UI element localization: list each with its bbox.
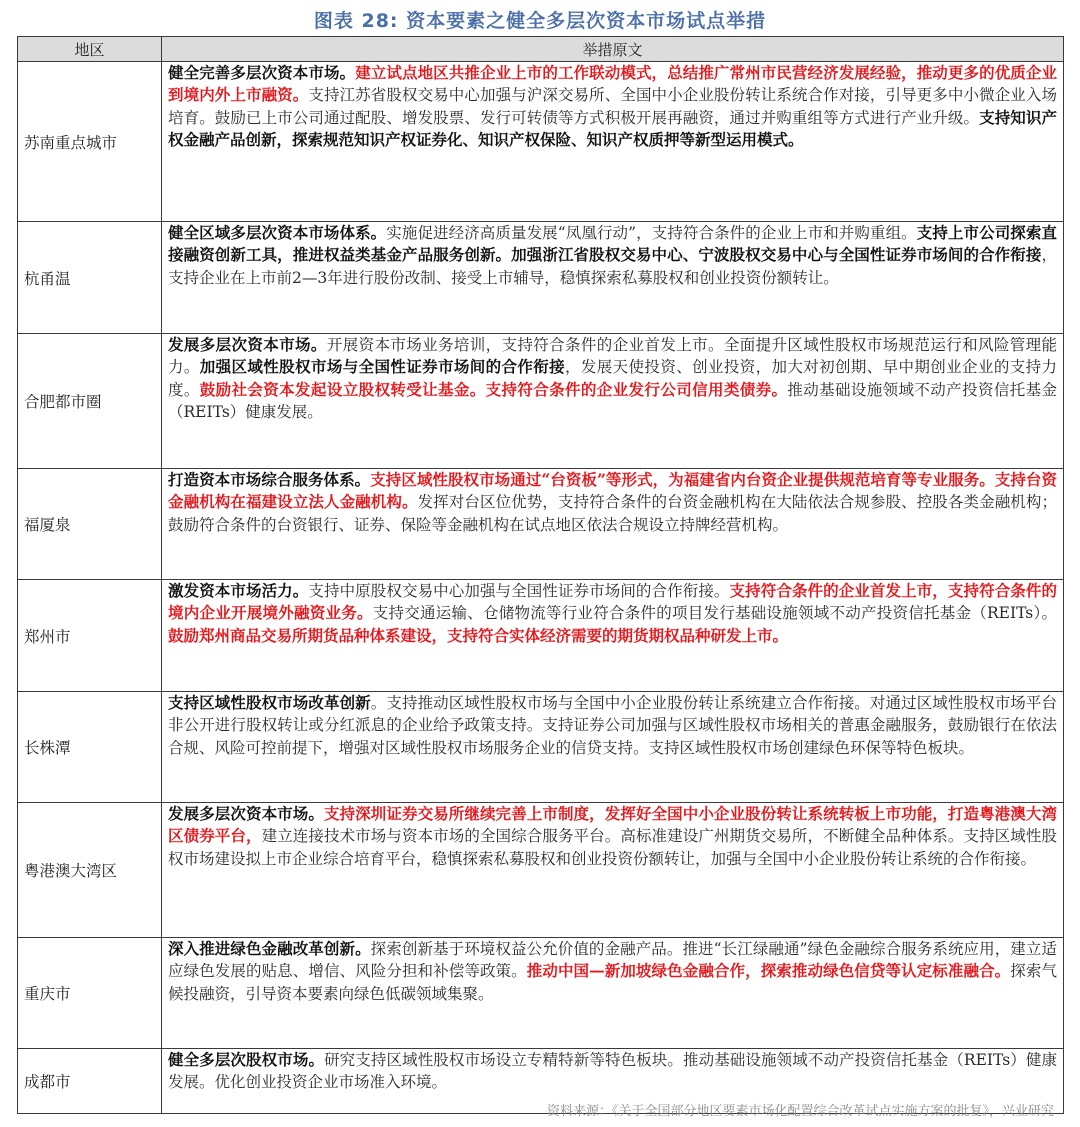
region-cell: 苏南重点城市 bbox=[18, 62, 162, 222]
bold-text: 打造资本市场综合服务体系。 bbox=[168, 470, 371, 489]
header-measures: 举措原文 bbox=[162, 37, 1064, 62]
header-region: 地区 bbox=[18, 37, 162, 62]
body-text: 支持中原股权交易中心加强与全国性证券市场间的合作衔接。 bbox=[308, 582, 730, 600]
bold-text: 健全完善多层次资本市场。 bbox=[168, 63, 356, 82]
measures-cell bbox=[162, 469, 1064, 580]
highlight-text: 建立试点地区共推企业上市的工作联动模式，总结推广常州市民营经济发展经验，推动更多的优质企业到境内外上市融资。 bbox=[168, 63, 1057, 105]
measures-cell bbox=[162, 334, 1064, 469]
region-cell: 福厦泉 bbox=[18, 469, 162, 580]
table-row bbox=[18, 692, 1064, 803]
measures-cell bbox=[162, 62, 1064, 222]
highlight-text: 鼓励郑州商品交易所期货品种体系建设，支持符合实体经济需要的期货期权品种研发上市。 bbox=[168, 625, 789, 645]
body-text: 支持江苏省股权交易中心加强与沪深交易所、全国中小企业股份转让系统合作对接，引导更多中小微企业入场培育。鼓励已上市公司通过配股、增发股票、发行可转债等方式积极开展再融资，通过并购重组等方式进行产业升级。 bbox=[168, 86, 1057, 127]
table-row bbox=[18, 222, 1064, 334]
bold-text: 激发资本市场活力。 bbox=[168, 581, 309, 600]
measures-cell bbox=[162, 938, 1064, 1049]
chart-title: 图表 28: 资本要素之健全多层次资本市场试点举措 bbox=[313, 10, 767, 32]
measures-cell bbox=[162, 692, 1064, 803]
table-row bbox=[18, 803, 1064, 938]
body-text: 推动基础设施领域不动产投资信托基金（REITs）健康发展。 bbox=[168, 380, 1057, 422]
body-text: 探索创新基于环境权益公允价值的金融产品。推进“长江绿融通”绿色金融综合服务系统应用，建立适应绿色发展的贴息、增信、风险分担和补偿等政策。 bbox=[168, 940, 1057, 981]
bold-text: 发展多层次资本市场。 bbox=[168, 335, 327, 354]
measures-cell bbox=[162, 580, 1064, 692]
region-cell: 合肥都市圈 bbox=[18, 334, 162, 469]
region-cell: 粤港澳大湾区 bbox=[18, 803, 162, 938]
bold-text: 加强区域性股权市场与全国性证券市场间的合作衔接 bbox=[199, 357, 566, 377]
body-text: 实施促进经济高质量发展“凤凰行动”，支持符合条件的企业上市和并购重组。 bbox=[386, 224, 917, 242]
table-row bbox=[18, 334, 1064, 469]
body-text: 开展资本市场业务培训，支持符合条件的企业首发上市。全面提升区域性股权市场规范运行和风险管理能力。 bbox=[168, 336, 1057, 377]
highlight-text: 支持区域性股权市场通过“台资板”等形式，为福建省内台资企业提供规范培育等专业服务。支持台资金融机构在福建设立法人金融机构。 bbox=[168, 470, 1057, 512]
table-row bbox=[18, 580, 1064, 692]
body-text: 研究支持区域性股权市场设立专精特新等特色板块。推动基础设施领域不动产投资信托基金（REITs）健康发展。优化创业投资企业市场准入环境。 bbox=[168, 1051, 1057, 1092]
region-cell: 重庆市 bbox=[18, 938, 162, 1049]
table-row bbox=[18, 469, 1064, 580]
region-cell: 长株潭 bbox=[18, 692, 162, 803]
highlight-text: 鼓励社会资本发起设立股权转受让基金。支持符合条件的企业发行公司信用类债券。 bbox=[199, 379, 788, 399]
region-cell: 郑州市 bbox=[18, 580, 162, 692]
bold-text: 发展多层次资本市场。 bbox=[168, 804, 324, 823]
source-note: 资料来源：《关于全国部分地区要素市场化配置综合改革试点实施方案的批复》，兴业研究 bbox=[546, 1104, 1054, 1119]
bold-text: 支持上市公司探索直接融资创新工具，推进权益类基金产品服务创新。加强浙江省股权交易中心、宁波股权交易中心与全国性证券市场间的合作衔接 bbox=[168, 223, 1057, 265]
region-cell: 杭甬温 bbox=[18, 222, 162, 334]
region-cell: 成都市 bbox=[18, 1049, 162, 1114]
bold-text: 深入推进绿色金融改革创新。 bbox=[168, 939, 371, 958]
bold-text: 健全区域多层次资本市场体系。 bbox=[168, 223, 387, 242]
measures-cell bbox=[162, 222, 1064, 334]
highlight-text: 支持符合条件的企业首发上市，支持符合条件的境内企业开展境外融资业务。 bbox=[168, 581, 1057, 623]
body-text: 探索气候投融资，引导资本要素向绿色低碳领域集聚。 bbox=[168, 962, 1057, 1003]
body-text: 建立连接技术市场与资本市场的全国综合服务平台。高标准建设广州期货交易所，不断健全品种体系。支持区域性股权市场建设拟上市企业综合培育平台，稳慎探索私募股权和创业投资份额转让，加强与全国中小企业股份转让系统的合作衔接。 bbox=[168, 827, 1057, 868]
header-row bbox=[18, 37, 1064, 62]
highlight-text: 支持深圳证券交易所继续完善上市制度，发挥好全国中小企业股份转让系统转板上市功能，打造粤港澳大湾区债券平台， bbox=[168, 804, 1057, 846]
body-text: 支持交通运输、仓储物流等行业符合条件的项目发行基础设施领域不动产投资信托基金（REITs）。 bbox=[372, 604, 1057, 623]
body-text: 发挥对台区位优势，支持符合条件的台资金融机构在大陆依法合规参股、控股各类金融机构；鼓励符合条件的台资银行、证券、保险等金融机构在试点地区依法合规设立持牌经营机构。 bbox=[168, 493, 1057, 534]
body-text: ，发展天使投资、创业投资，加大对初创期、早中期创业企业的支持力度。 bbox=[168, 358, 1057, 399]
body-text: 。支持推动区域性股权市场与全国中小企业股份转让系统建立合作衔接。对通过区域性股权市场平台非公开进行股权转让或分红派息的企业给予政策支持。支持证券公司加强与区域性股权市场相关的普惠金融服务，鼓励银行在依法合规、风险可控前提下，增强对区域性股权市场服务企业的信贷支持。支持区域性股权市场创建绿色环保等特色板块。 bbox=[168, 694, 1057, 757]
bold-text: 健全多层次股权市场。 bbox=[168, 1050, 325, 1069]
bold-text: 支持区域性股权市场改革创新 bbox=[168, 693, 371, 712]
measures-cell bbox=[162, 803, 1064, 938]
table-row bbox=[18, 62, 1064, 222]
highlight-text: 推动中国—新加坡绿色金融合作，探索推动绿色信贷等认定标准融合。 bbox=[526, 961, 1011, 981]
body-text: ，支持企业在上市前2—3年进行股份改制、接受上市辅导，稳慎探索私募股权和创业投资份额转让。 bbox=[168, 246, 1057, 287]
measures-table bbox=[17, 36, 1064, 1114]
bold-text: 支持知识产权金融产品创新，探索规范知识产权证券化、知识产权保险、知识产权质押等新型运用模式。 bbox=[168, 107, 1057, 150]
table-row bbox=[18, 938, 1064, 1049]
